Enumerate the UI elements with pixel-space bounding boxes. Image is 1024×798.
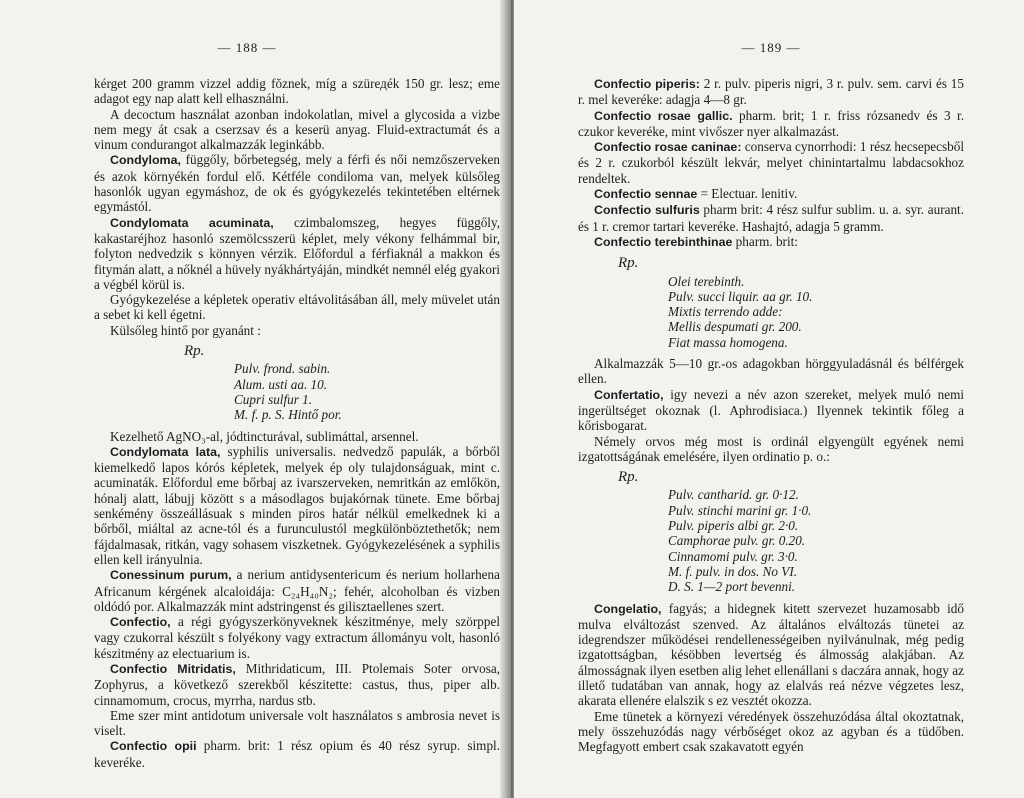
paragraph-text: pharm. brit:	[732, 233, 798, 249]
prescription-line: Pulv. succi liquir. aa gr. 10.	[668, 288, 813, 304]
paragraph-text: kérget 200 gramm vizzel addig fŏznek, míg a szürедék 150 gr. lesz; eme adagot egy nap alatt kell elhasználni.	[94, 76, 500, 107]
entry-paragraph	[94, 215, 500, 292]
entry-headword: Confertatio,	[594, 387, 664, 402]
entry-paragraph	[94, 444, 500, 567]
paragraph-text: a régi gyógyszerkönyveknek készitménye, mely szörppel vagy czukorral készült s folyékony vagy extractum állományu volt, hasonló készitmény az electuarium is.	[94, 614, 500, 661]
text-paragraph	[94, 292, 500, 323]
entry-headword: Condylomata acuminata,	[110, 215, 274, 230]
prescription-line: M. f. pulv. in dos. No VI.	[668, 563, 798, 579]
entry-paragraph	[94, 614, 500, 661]
prescription-line: Camphorae pulv. gr. 0.20.	[668, 533, 806, 549]
prescription-line: Cupri sulfur 1.	[234, 391, 313, 407]
paragraph-text: czimbalomszeg, hegyes függőly, kakastaréjhoz hasonló szemölcsszerü képlet, mely vékony felhámmal bir, folyton nedvedzik s könnyen vérzik. Előfordul a férfiaknál a makkon és fitymán alatt, a nőknél a hüvely nyákhártyáján, mindkét nemnél elég gyakori a végbél körül is.	[94, 214, 501, 292]
entry-paragraph	[578, 234, 964, 250]
paragraph-text: igy nevezi a név azon szereket, melyek muló nemi ingerültséget okoznak (l. Aphrodisiaca.) Ilyennek tekintik főleg a kőrisbogarat.	[578, 386, 964, 434]
prescription-line: Pulv. stinchi marini gr. 1·0.	[668, 502, 812, 518]
page-number-right: — 189 —	[741, 40, 801, 55]
prescription-rp: Rp.	[184, 343, 205, 360]
entry-paragraph	[94, 567, 500, 614]
entry-headword: Conessinum purum,	[110, 568, 232, 583]
entry-paragraph	[578, 186, 964, 202]
paragraph-text: pharm. brit; 1 r. friss rózsanedv és 3 r. czukor keveréke, mint vivőszer nyer alkalmazást.	[578, 107, 964, 139]
text-paragraph	[578, 434, 964, 465]
entry-headword: Confectio piperis:	[594, 77, 700, 91]
paragraph-text: = Electuar. lenitiv.	[697, 186, 798, 202]
prescription-line: M. f. p. S. Hintő por.	[234, 407, 342, 423]
paragraph-text: fagyás; a hidegnek kitett szervezet huzamosabb idő mulva elváltozást szenved. Az általános elváltozás tünetei az idegrendszer működései rendellenességeiben nyilvánulnak, még pedig izgatottságban, késöbben levertség és álmosság alakjában. Az álmosságnak ilyen esetben alig lehet ellenállani s daczára annak, hogy az illető tudatában van annak, hogy az elalvás reá nézve végzetes lesz, akarata ellenére elalszik s ez vesztét okozza.	[578, 600, 964, 709]
entry-headword: Confectio sulfuris	[594, 203, 700, 218]
prescription-line: Pulv. piperis albi gr. 2·0.	[668, 518, 799, 534]
text-paragraph	[94, 323, 500, 338]
prescription-rp: Rp.	[618, 255, 639, 272]
prescription-line: Fiat massa homogena.	[668, 334, 788, 350]
text-paragraph	[94, 708, 500, 739]
entry-paragraph	[578, 202, 964, 234]
entry-paragraph	[578, 387, 964, 434]
page-number-left: — 188 —	[217, 40, 277, 55]
entry-headword: Confectio Mitridatis,	[110, 661, 236, 676]
entry-headword: Congelatio,	[594, 601, 662, 616]
entry-headword: Condyloma,	[110, 153, 181, 168]
entry-headword: Confectio rosae caninae:	[594, 140, 742, 155]
prescription-line: Pulv. cantharid. gr. 0·12.	[668, 487, 799, 503]
prescription-rp: Rp.	[618, 469, 639, 486]
entry-paragraph	[94, 152, 500, 214]
prescription-line: Pulv. frond. sabin.	[234, 361, 331, 377]
prescription-line: D. S. 1—2 port bevenni.	[668, 579, 796, 595]
paragraph-text: pharm. brit: 1 rész opium és 40 rész syrup. simpl. keveréke.	[94, 738, 500, 770]
entry-headword: Confectio terebinthinae	[594, 234, 733, 249]
paragraph-text: függőly, bőrbetegség, mely a férfi és női nemzőszerveken és azok környékén fordul elő. Kétféle condiloma van, melyek külsőleg hasonlók ugyan egymáshoz, de ok és gyógykezelés tekintetében eltérnek egymástól.	[94, 152, 500, 215]
paragraph-text: 2 r. pulv. piperis nigri, 3 r. pulv. sem. carvi és 15 r. mel keveréke: adagja 4—8 gr.	[578, 76, 964, 108]
entry-paragraph	[94, 738, 500, 770]
text-paragraph	[94, 429, 500, 444]
text-paragraph	[94, 107, 500, 153]
prescription-block	[94, 344, 500, 422]
entry-headword: Confectio rosae gallic.	[594, 108, 733, 123]
paragraph-text: Külsőleg hintő por gyanánt :	[110, 322, 261, 338]
paragraph-text: conserva cynorrhodi: 1 rész hecsepecsből és 2 r. czukorból készült lekvár, melyet chinintartalmu labdacsokhoz rendeltek.	[578, 139, 964, 186]
left-page	[0, 0, 510, 798]
prescription-line: Alum. usti aa. 10.	[234, 376, 328, 392]
paragraph-text: Alkalmazzák 5—10 gr.-os adagokban hörggyuladásnál és bélférgek ellen.	[578, 356, 964, 387]
prescription-line: Olei terebinth.	[668, 273, 745, 289]
paragraph-text: Mithridaticum, III. Ptolemais Soter orvosa, Zophyrus, a következő szerekből készitette: castus, thus, piper alb. cinnamomum, crocus, myrrha, nardus stb.	[94, 660, 501, 708]
paragraph-text: Gyógykezelése a képletek operativ eltávolitásában áll, mely müvelet után a sebet ki kell égetni.	[94, 292, 500, 323]
right-page	[514, 0, 1024, 798]
prescription-block	[578, 470, 964, 594]
paragraph-text: syphilis universalis. nedvedző papulák, a bőrből kiemelkedő lapos kórós képletek, melyek ép oly tulajdonságuak, mint c. acuminaták. Előfordul eme bőrbaj az ivarszerveken, nemritkán az emlőkön, hónalj alatt, lábujj között s a másodlagos bujakórnak tünete. Eme bőrbaj senkémény összeállásuak s minden piros határ nélkül emelkednek ki a bőrből, miáltal az acne-tól és a furunculustól megkülönböztethetők; nem fájdalmasak, ritkán, vagy sohasem viszketnek. Gyógykezelésének a syphilis ellen kell irányulnia.	[94, 443, 501, 567]
paragraph-text: A decoctum használat azonban indokolatlan, mivel a glycosida a vizbe nem megy át csak a cserzsav és a keserü anyag. Fluid-extractumát és a vinum condurangot alkalmazzák leginkább.	[94, 106, 500, 153]
paragraph-text: Némely orvos még most is ordinál elgyengült egyének nemi izgatottságának emelésére, ilyen ordinatio p. o.:	[578, 433, 964, 464]
entry-headword: Confectio opii	[110, 739, 197, 754]
paragraph-text: a nerium antidysentericum és nerium hollarhena Africanum kérgének alcaloidája: C₂₄H₄₀N₂; fehér, alcoholban és vizben oldódó por. Alkalmazzák mint adstringenst és gilisztaellenes szert.	[94, 567, 500, 614]
entry-paragraph	[94, 661, 500, 708]
entry-headword: Confectio sennae	[594, 187, 698, 202]
right-page-text	[578, 76, 964, 754]
paragraph-text: Eme szer mint antidotum universale volt használatos s ambrosia nevet is viselt.	[94, 707, 500, 739]
entry-paragraph	[578, 139, 964, 186]
entry-paragraph	[578, 601, 964, 709]
text-paragraph	[94, 76, 500, 107]
text-paragraph	[578, 356, 964, 387]
text-paragraph	[578, 709, 964, 755]
paragraph-text: pharm brit: 4 rész sulfur sublim. u. a. syr. aurant. és 1 r. cremor tartari keveréke. Hashajtó, adagja 5 gramm.	[578, 202, 964, 234]
paragraph-text: Kezelhető AgNO₃-al, jódtincturával, sublimáttal, arsennel.	[110, 428, 419, 444]
prescription-block	[578, 256, 964, 350]
entry-headword: Confectio,	[110, 615, 171, 630]
left-page-text	[94, 76, 500, 770]
entry-headword: Condylomata lata,	[110, 444, 221, 459]
paragraph-text: Eme tünetek a környezi véredények összehuzódása által okoztatnak, mely összehuzódás nagy vérbőséget okoz az agyban és a tüdőben. Megfagyott embert csak szakavatott egyén	[578, 708, 964, 755]
entry-paragraph	[578, 108, 964, 140]
prescription-line: Mixtis terrendo adde:	[668, 304, 783, 320]
entry-paragraph	[578, 76, 964, 108]
prescription-line: Cinnamomi pulv. gr. 3·0.	[668, 548, 798, 564]
prescription-line: Mellis despumati gr. 200.	[668, 319, 802, 335]
